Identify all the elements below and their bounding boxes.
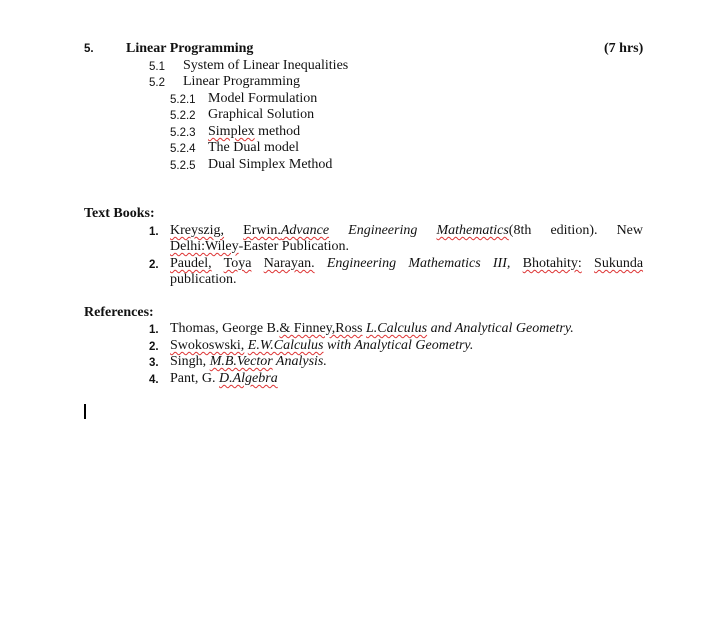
textbook-number: 1. <box>149 226 159 238</box>
reference-entry <box>170 338 473 354</box>
publisher-place: Delhi:Wiley <box>170 239 239 254</box>
subitem-label <box>208 124 300 140</box>
subitem-number: 5.2.5 <box>170 160 196 172</box>
author-name: Paudel, <box>170 256 212 271</box>
subitem-number: 5.2.4 <box>170 143 196 155</box>
subitem-number: 5.2.1 <box>170 94 196 106</box>
item-label: Linear Programming <box>183 74 301 89</box>
publisher-name: Sukunda <box>594 256 644 271</box>
book-title-part: L.Calculus <box>366 321 428 336</box>
subitem-label: Dual Simplex Method <box>208 157 333 172</box>
book-title: Analysis. <box>272 354 327 369</box>
references-heading: References: <box>84 305 154 320</box>
publisher-name: -Easter Publication. <box>238 239 350 254</box>
book-title: with Analytical Geometry. <box>323 338 474 353</box>
publisher-place: Bhotahity: <box>522 256 582 271</box>
subitem-label: The Dual model <box>208 140 299 155</box>
author-name: Narayan. <box>263 256 315 271</box>
book-title-part: Mathematics <box>436 223 509 238</box>
book-title-part: M.B.Vector <box>209 354 273 369</box>
reference-entry <box>170 371 278 387</box>
item-number: 5.1 <box>149 61 165 73</box>
book-title-part: Advance <box>280 223 330 238</box>
subitem-label-rest: method <box>254 124 301 139</box>
item-label: System of Linear Inequalities <box>183 58 349 73</box>
edition-text: (8th edition). New <box>508 223 644 238</box>
section-number: 5. <box>84 43 94 55</box>
subitem-label: Model Formulation <box>208 91 318 106</box>
textbook-entry <box>170 256 643 272</box>
book-title-part: Engineering <box>348 223 437 238</box>
author-name: & Finney,Ross <box>279 321 363 336</box>
subitem-number: 5.2.2 <box>170 110 196 122</box>
book-title-part: D.Algebra <box>219 371 278 386</box>
textbook-number: 2. <box>149 259 159 271</box>
reference-number: 2. <box>149 341 159 353</box>
author-name: Pant, G. <box>170 371 219 386</box>
author-name: Swokoswski, <box>170 338 245 353</box>
text-cursor[interactable] <box>84 404 86 419</box>
reference-number: 1. <box>149 324 159 336</box>
book-title-part: E.W.Calculus <box>247 338 324 353</box>
author-name: Erwin. <box>243 223 281 238</box>
spell-flagged-word: Simplex <box>208 124 255 139</box>
book-title: Engineering Mathematics III, <box>314 256 523 271</box>
textbook-entry-line2 <box>170 239 349 255</box>
section-title: Linear Programming <box>126 41 254 56</box>
author-name: Kreyszig, <box>170 223 225 238</box>
reference-number: 4. <box>149 374 159 386</box>
subitem-number: 5.2.3 <box>170 127 196 139</box>
subitem-label: Graphical Solution <box>208 107 315 122</box>
reference-number: 3. <box>149 357 159 369</box>
section-hours: (7 hrs) <box>604 41 644 56</box>
book-title: and Analytical Geometry. <box>427 321 574 336</box>
reference-entry <box>170 321 574 337</box>
author-name: Singh, <box>170 354 210 369</box>
textbook-entry-line2: publication. <box>170 272 237 287</box>
author-name: Toya <box>223 256 252 271</box>
textbooks-heading: Text Books: <box>84 206 155 221</box>
textbook-entry <box>170 223 643 239</box>
reference-entry <box>170 354 327 370</box>
item-number: 5.2 <box>149 77 165 89</box>
author-name: Thomas, George B. <box>170 321 280 336</box>
